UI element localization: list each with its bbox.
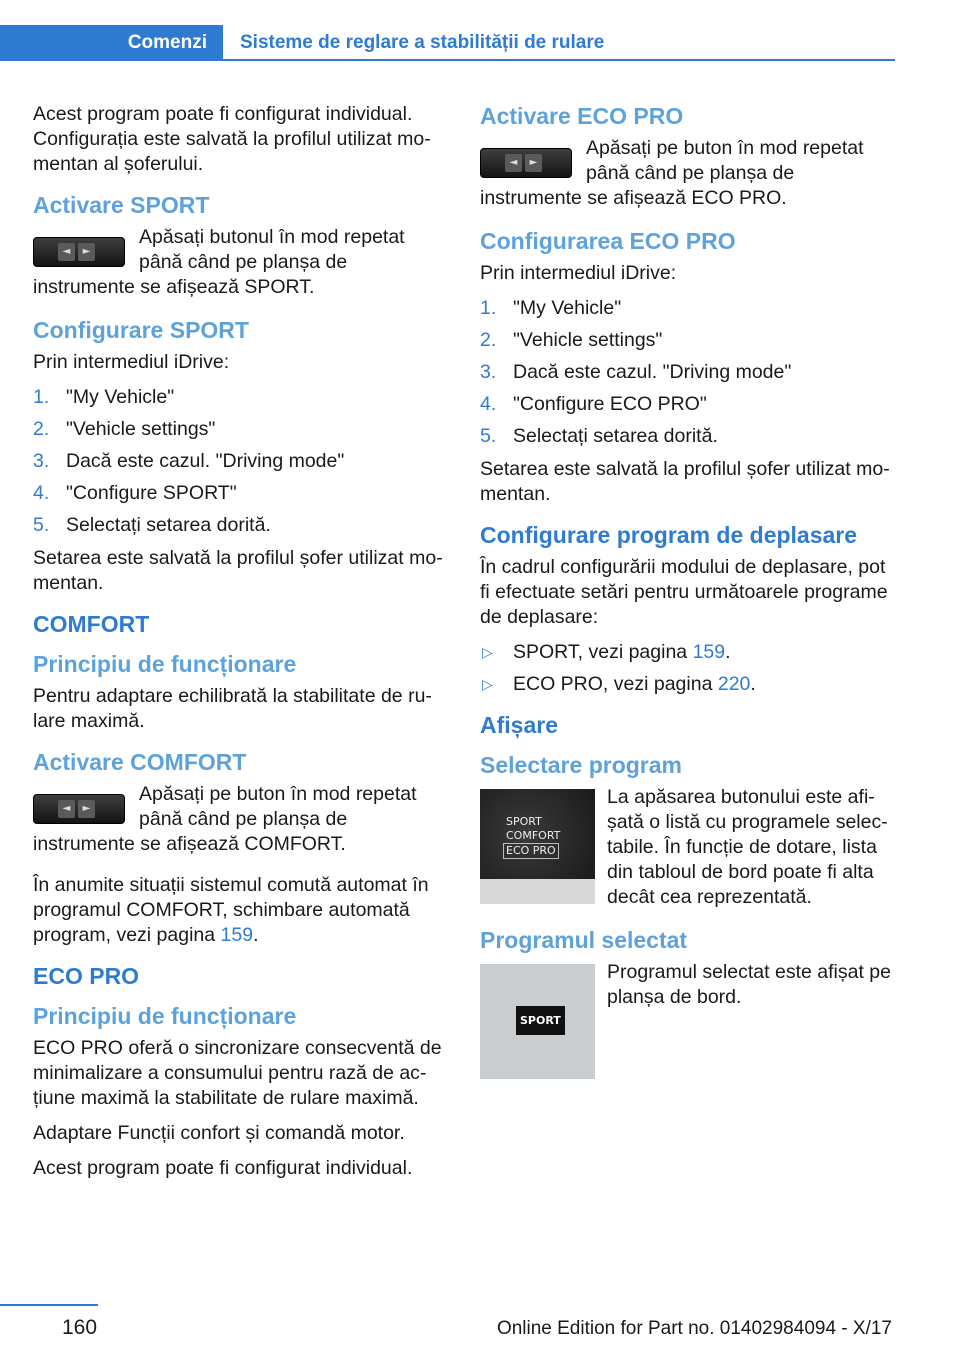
arrow-left-icon: ◄: [58, 243, 75, 261]
list-item: 3. Dacă este cazul. "Driving mode": [480, 361, 792, 383]
heading-configurare-sport: Configurare SPORT: [33, 317, 249, 343]
chapter-tab: Comenzi: [0, 25, 223, 61]
driving-mode-button-icon: [480, 148, 572, 178]
config-program-text: În cadrul configurării modului de deplasare, pot fi efectuate setări pentru următoarele programe de deplasare:: [480, 556, 888, 628]
selectat-block: [480, 960, 896, 1083]
program-list-screen-image: SPORT COMFORT ECO PRO: [480, 789, 595, 904]
selected-program-screen-image: [480, 964, 595, 1079]
section-title: Sisteme de reglare a stabilității de rulare: [240, 32, 605, 53]
page-link[interactable]: 220: [717, 673, 751, 695]
page-number: 160: [62, 1316, 98, 1339]
list-item: 1. "My Vehicle": [33, 386, 175, 408]
activare-comfort-text: Apăsați pe buton în mod repetat până când pe planșa de instrumente se afișează COMFORT.: [33, 783, 417, 855]
comfort-auto-paragraph: În anumite situații sistemul comută automat în programul COMFORT, schimbare automată program, vezi pagina 159.: [33, 874, 429, 946]
page-header: [0, 25, 895, 61]
heading-activare-sport: Activare SPORT: [33, 192, 210, 218]
program-bullets: [480, 640, 896, 697]
config-sport-steps: [33, 385, 449, 538]
left-column: [33, 102, 449, 1191]
principiu-eco-text: ECO PRO oferă o sincronizare consecventă de minimalizare a consumului pentru rază de acțiune maximă la stabilitate de rulare maximă.: [33, 1037, 442, 1109]
activare-eco-block: [480, 136, 896, 211]
config-eco-intro: Prin intermediul iDrive:: [480, 262, 677, 284]
intro-paragraph: Acest program poate fi configurat individual. Configurația este salvată la profilul utilizat momentan al șoferului.: [33, 103, 431, 175]
sport-badge: SPORT: [516, 1006, 565, 1035]
arrow-right-icon: ►: [525, 154, 542, 172]
arrow-right-icon: ►: [78, 243, 95, 261]
heading-activare-eco: Activare ECO PRO: [480, 103, 684, 129]
config-sport-intro: Prin intermediul iDrive:: [33, 351, 230, 373]
activare-comfort-block: [33, 782, 449, 857]
list-item: 5. Selectați setarea dorită.: [33, 514, 271, 536]
activare-sport-text: Apăsați butonul în mod repetat până când pe planșa de instrumente se afișează SPORT.: [33, 226, 405, 298]
activare-eco-text: Apăsați pe buton în mod repetat până când pe planșa de instrumente se afișează ECO PRO.: [480, 137, 864, 209]
triangle-bullet-icon: ▷: [482, 644, 493, 660]
driving-mode-button-icon: [33, 237, 125, 267]
heading-eco-pro: ECO PRO: [33, 963, 140, 989]
config-eco-saved: Setarea este salvată la profilul șofer utilizat momentan.: [480, 458, 890, 505]
heading-principiu-comfort: Principiu de funcționare: [33, 651, 297, 677]
list-item: 5. Selectați setarea dorită.: [480, 425, 718, 447]
heading-selectare-program: Selectare program: [480, 752, 682, 778]
right-column: [480, 102, 896, 1099]
list-item: ▷ ECO PRO, vezi pagina 220.: [482, 673, 756, 695]
list-item: 2. "Vehicle settings": [480, 329, 663, 351]
activare-sport-block: [33, 225, 449, 300]
arrow-right-icon: ►: [78, 800, 95, 818]
edition-text: Online Edition for Part no. 01402984094 - X/17: [496, 1318, 892, 1339]
heading-activare-comfort: Activare COMFORT: [33, 749, 247, 775]
config-eco-steps: [480, 296, 896, 449]
page-link[interactable]: 159: [220, 924, 254, 946]
heading-comfort: COMFORT: [33, 611, 150, 637]
heading-afisare: Afișare: [480, 712, 558, 738]
selectat-text: Programul selectat este afișat pe planșa de bord.: [607, 961, 891, 1008]
footer-divider: [0, 1304, 98, 1306]
heading-programul-selectat: Programul selectat: [480, 927, 688, 953]
arrow-left-icon: ◄: [505, 154, 522, 172]
list-item: 4. "Configure SPORT": [33, 482, 237, 504]
list-item: 4. "Configure ECO PRO": [480, 393, 707, 415]
eco-adaptare-text: Adaptare Funcții confort și comandă motor.: [33, 1122, 405, 1144]
config-sport-saved: Setarea este salvată la profilul șofer utilizat momentan.: [33, 547, 443, 594]
heading-configurare-program: Configurare program de deplasare: [480, 522, 858, 548]
driving-mode-button-icon: [33, 794, 125, 824]
selectare-block: [480, 785, 896, 910]
list-item: 3. Dacă este cazul. "Driving mode": [33, 450, 345, 472]
list-item: 1. "My Vehicle": [480, 297, 622, 319]
eco-individual-text: Acest program poate fi configurat individual.: [33, 1157, 413, 1179]
arrow-left-icon: ◄: [58, 800, 75, 818]
heading-principiu-eco: Principiu de funcționare: [33, 1003, 297, 1029]
page-link[interactable]: 159: [692, 641, 726, 663]
triangle-bullet-icon: ▷: [482, 676, 493, 692]
selectare-text: La apăsarea butonului este afișată o listă cu programele selectabile. În funcție de dotare, lista din tabloul de bord poate fi alta decât cea reprezentată.: [607, 786, 888, 908]
header-divider: [223, 59, 895, 61]
heading-configurare-eco: Configurarea ECO PRO: [480, 228, 736, 254]
list-item: ▷ SPORT, vezi pagina 159.: [482, 641, 731, 663]
list-item: 2. "Vehicle settings": [33, 418, 216, 440]
principiu-comfort-text: Pentru adaptare echilibrată la stabilitate de rulare maximă.: [33, 685, 432, 732]
